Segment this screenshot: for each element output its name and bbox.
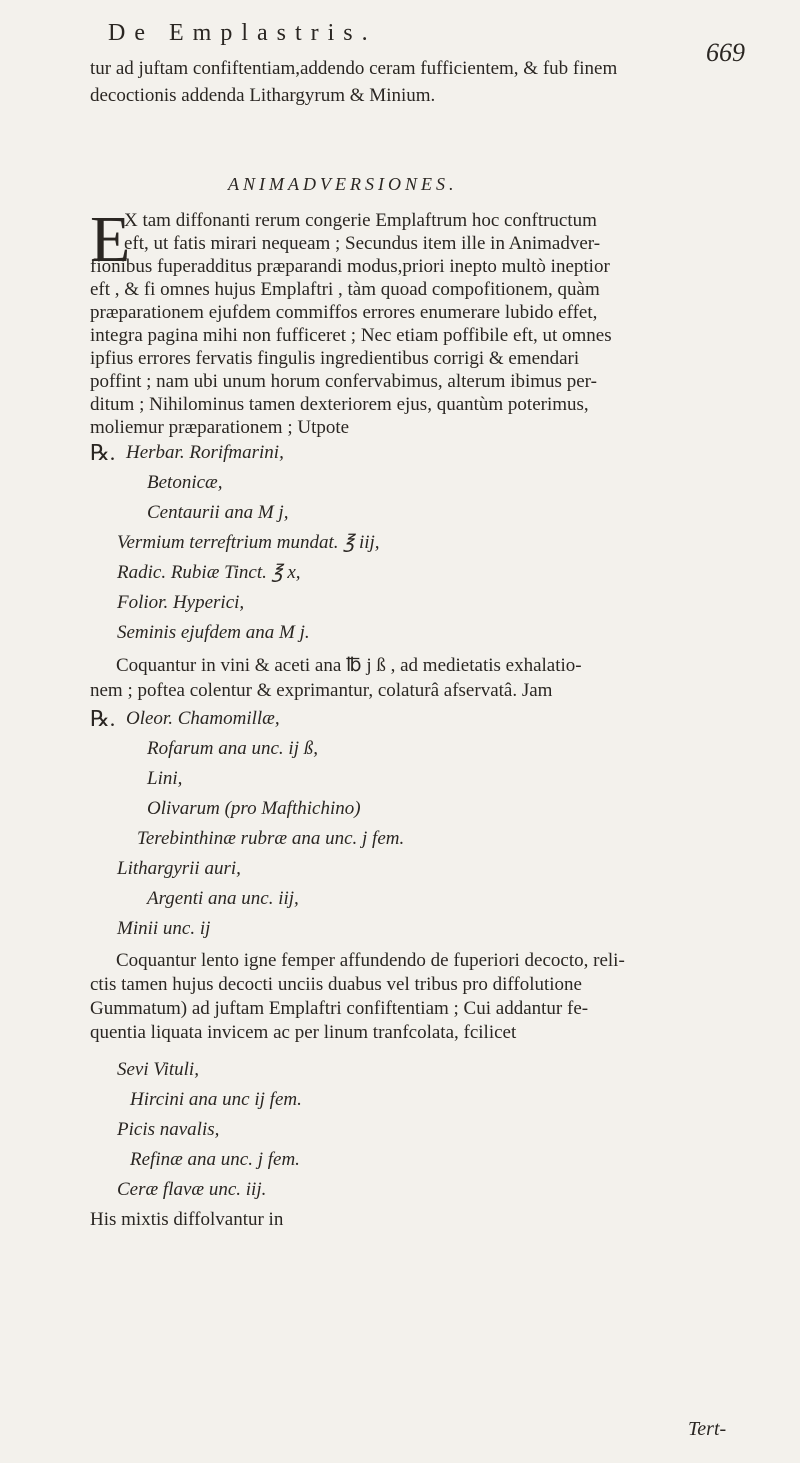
intro-line: tur ad juftam confiftentiam,addendo ceram fufficientem, & fub finem: [90, 58, 618, 79]
recipe-line: Seminis ejufdem ana M j.: [117, 622, 310, 643]
paragraph-line: Coquantur in vini & aceti ana ℔ j ß , ad medietatis exhalatio-: [116, 655, 582, 676]
recipe-line: Olivarum (pro Mafthichino): [147, 798, 361, 819]
recipe-line: Folior. Hyperici,: [117, 592, 245, 613]
recipe-line: Lithargyrii auri,: [117, 858, 241, 879]
page-number: 669: [706, 38, 745, 67]
paragraph-line: poffint ; nam ubi unum horum confervabimus, alterum ibimus per-: [90, 371, 597, 392]
paragraph-line: Coquantur lento igne femper affundendo de fuperiori decocto, reli-: [116, 950, 625, 971]
recipe-line: Minii unc. ij: [117, 918, 211, 939]
recipe-line: Oleor. Chamomillæ,: [126, 708, 280, 729]
running-header: De Emplastris.: [108, 20, 377, 46]
paragraph-line: nem ; poftea colentur & exprimantur, colaturâ afservatâ. Jam: [90, 680, 553, 701]
recipe-line: Ceræ flavæ unc. iij.: [117, 1179, 267, 1200]
paragraph-line: quentia liquata invicem ac per linum tranfcolata, fcilicet: [90, 1022, 517, 1043]
paragraph-line: fionibus fuperadditus præparandi modus,priori inepto multò ineptior: [90, 256, 610, 277]
paragraph-line: ipfius errores fervatis fingulis ingredientibus corrigi & emendari: [90, 348, 580, 369]
intro-line: decoctionis addenda Lithargyrum & Minium.: [90, 85, 436, 106]
recipe-line: Radic. Rubiæ Tinct. ℥ x,: [117, 562, 301, 583]
recipe-symbol: ℞.: [90, 440, 116, 465]
recipe-line: Picis navalis,: [117, 1119, 220, 1140]
paragraph-line: eft, ut fatis mirari nequeam ; Secundus item ille in Animadver-: [124, 233, 601, 254]
recipe-line: Lini,: [147, 768, 183, 789]
paragraph-line: Gummatum) ad juftam Emplaftri confiftentiam ; Cui addantur fe-: [90, 998, 589, 1019]
recipe-line: Herbar. Rorifmarini,: [126, 442, 284, 463]
recipe-line: Hircini ana unc ij fem.: [130, 1089, 302, 1110]
recipe-line: Betonicæ,: [147, 472, 223, 493]
recipe-line: Refinæ ana unc. j fem.: [130, 1149, 300, 1170]
recipe-line: Terebinthinæ rubræ ana unc. j fem.: [137, 828, 405, 849]
recipe-line: Vermium terreftrium mundat. ℥ iij,: [117, 532, 380, 553]
paragraph-line: ctis tamen hujus decocti unciis duabus vel tribus pro diffolutione: [90, 974, 582, 995]
closing-line: His mixtis diffolvantur in: [90, 1209, 284, 1230]
paragraph-line: ditum ; Nihilominus tamen dexteriorem ejus, quantùm poterimus,: [90, 394, 589, 415]
recipe-line: Rofarum ana unc. ij ß,: [147, 738, 318, 759]
recipe-line: Argenti ana unc. iij,: [147, 888, 299, 909]
recipe-symbol: ℞.: [90, 706, 116, 731]
recipe-line: Centaurii ana M j,: [147, 502, 289, 523]
paragraph-line: X tam diffonanti rerum congerie Emplaftrum hoc conftructum: [124, 210, 597, 231]
paragraph-line: præparationem ejufdem commiffos errores enumerare lubido effet,: [90, 302, 598, 323]
paragraph-line: integra pagina mihi non fufficeret ; Nec etiam poffibile eft, ut omnes: [90, 325, 612, 346]
paragraph-line: eft , & fi omnes hujus Emplaftri , tàm quoad compofitionem, quàm: [90, 279, 600, 300]
paragraph-line: moliemur præparationem ; Utpote: [90, 417, 350, 438]
recipe-line: Sevi Vituli,: [117, 1059, 199, 1080]
drop-capital: E: [90, 203, 131, 276]
section-heading: ANIMADVERSIONES.: [228, 174, 458, 194]
catchword: Tert-: [688, 1418, 727, 1440]
